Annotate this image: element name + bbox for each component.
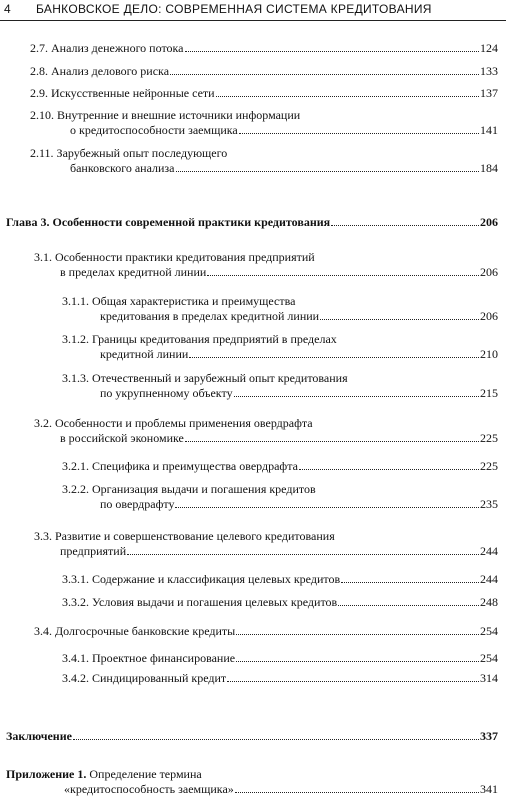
page-number: 4 bbox=[4, 2, 11, 16]
dot-leader bbox=[185, 51, 479, 52]
toc-appendix-1: Приложение 1. Определение термина «кредитоспособность заемщика» 341 bbox=[6, 767, 498, 796]
dot-leader bbox=[216, 96, 479, 97]
page-ref: 210 bbox=[480, 347, 498, 361]
dot-leader bbox=[73, 739, 479, 740]
dot-leader bbox=[175, 507, 479, 508]
dot-leader bbox=[320, 319, 479, 320]
page-ref: 124 bbox=[480, 41, 498, 55]
toc-chapter-3: Глава 3. Особенности современной практики кредитования 206 bbox=[6, 215, 498, 229]
page-ref: 244 bbox=[480, 572, 498, 586]
dot-leader bbox=[127, 554, 479, 555]
dot-leader bbox=[331, 225, 479, 226]
toc-entry-3-3-1: 3.3.1. Содержание и классификация целевых кредитов 244 bbox=[62, 572, 498, 586]
dot-leader bbox=[234, 396, 479, 397]
toc-entry-3-1-2: 3.1.2. Границы кредитования предприятий в пределах кредитной линии 210 bbox=[62, 332, 498, 361]
toc-entry-2-9: 2.9. Искусственные нейронные сети 137 bbox=[30, 86, 498, 100]
toc-entry-2-11: 2.11. Зарубежный опыт последующего банковского анализа 184 bbox=[30, 146, 498, 175]
toc-entry-2-10: 2.10. Внутренние и внешние источники информации о кредитоспособности заемщика 141 bbox=[30, 108, 498, 137]
toc-entry-3-2: 3.2. Особенности и проблемы применения овердрафта в российской экономике 225 bbox=[34, 416, 498, 445]
page-ref: 141 bbox=[480, 123, 498, 137]
toc-entry-3-4-1: 3.4.1. Проектное финансирование 254 bbox=[62, 651, 498, 665]
toc-entry-3-1-1: 3.1.1. Общая характеристика и преимущества кредитования в пределах кредитной линии 206 bbox=[62, 294, 498, 323]
toc-entry-3-1: 3.1. Особенности практики кредитования предприятий в пределах кредитной линии 206 bbox=[34, 250, 498, 279]
page-header bbox=[0, 0, 506, 21]
toc-entry-3-4: 3.4. Долгосрочные банковские кредиты 254 bbox=[34, 624, 498, 638]
dot-leader bbox=[299, 469, 479, 470]
page-ref: 133 bbox=[480, 64, 498, 78]
toc-entry-3-3: 3.3. Развитие и совершенствование целевого кредитования предприятий 244 bbox=[34, 529, 498, 558]
toc-entry-3-2-1: 3.2.1. Специфика и преимущества овердрафта 225 bbox=[62, 459, 498, 473]
dot-leader bbox=[338, 605, 479, 606]
toc-entry-3-3-2: 3.3.2. Условия выдачи и погашения целевых кредитов 248 bbox=[62, 595, 498, 609]
page-ref: 184 bbox=[480, 161, 498, 175]
page-ref: 206 bbox=[480, 265, 498, 279]
page-ref: 235 bbox=[480, 497, 498, 511]
dot-leader bbox=[185, 441, 479, 442]
dot-leader bbox=[239, 133, 479, 134]
running-title: БАНКОВСКОЕ ДЕЛО: СОВРЕМЕННАЯ СИСТЕМА КРЕДИТОВАНИЯ bbox=[36, 2, 432, 16]
page-ref: 254 bbox=[480, 651, 498, 665]
dot-leader bbox=[207, 275, 479, 276]
page-ref: 206 bbox=[480, 309, 498, 323]
dot-leader bbox=[176, 171, 480, 172]
dot-leader bbox=[170, 74, 479, 75]
page-ref: 225 bbox=[480, 431, 498, 445]
page-ref: 225 bbox=[480, 459, 498, 473]
dot-leader bbox=[341, 582, 479, 583]
toc-entry-2-7: 2.7. Анализ денежного потока 124 bbox=[30, 41, 498, 55]
dot-leader bbox=[236, 661, 479, 662]
dot-leader bbox=[235, 792, 479, 793]
page-ref: 314 bbox=[480, 671, 498, 685]
toc-entry-3-4-2: 3.4.2. Синдицированный кредит 314 bbox=[62, 671, 498, 685]
dot-leader bbox=[189, 357, 479, 358]
page-ref: 341 bbox=[480, 782, 498, 796]
page-ref: 337 bbox=[480, 729, 498, 743]
toc-conclusion: Заключение 337 bbox=[6, 729, 498, 743]
dot-leader bbox=[236, 634, 479, 635]
page-ref: 137 bbox=[480, 86, 498, 100]
page-ref: 254 bbox=[480, 624, 498, 638]
page-ref: 215 bbox=[480, 386, 498, 400]
appendix-label: Приложение 1. bbox=[6, 767, 87, 781]
toc-entry-2-8: 2.8. Анализ делового риска 133 bbox=[30, 64, 498, 78]
page-ref: 206 bbox=[480, 215, 498, 229]
dot-leader bbox=[227, 681, 479, 682]
page-ref: 244 bbox=[480, 544, 498, 558]
toc-entry-3-1-3: 3.1.3. Отечественный и зарубежный опыт кредитования по укрупненному объекту 215 bbox=[62, 371, 498, 400]
page-ref: 248 bbox=[480, 595, 498, 609]
toc-entry-3-2-2: 3.2.2. Организация выдачи и погашения кредитов по овердрафту 235 bbox=[62, 482, 498, 511]
